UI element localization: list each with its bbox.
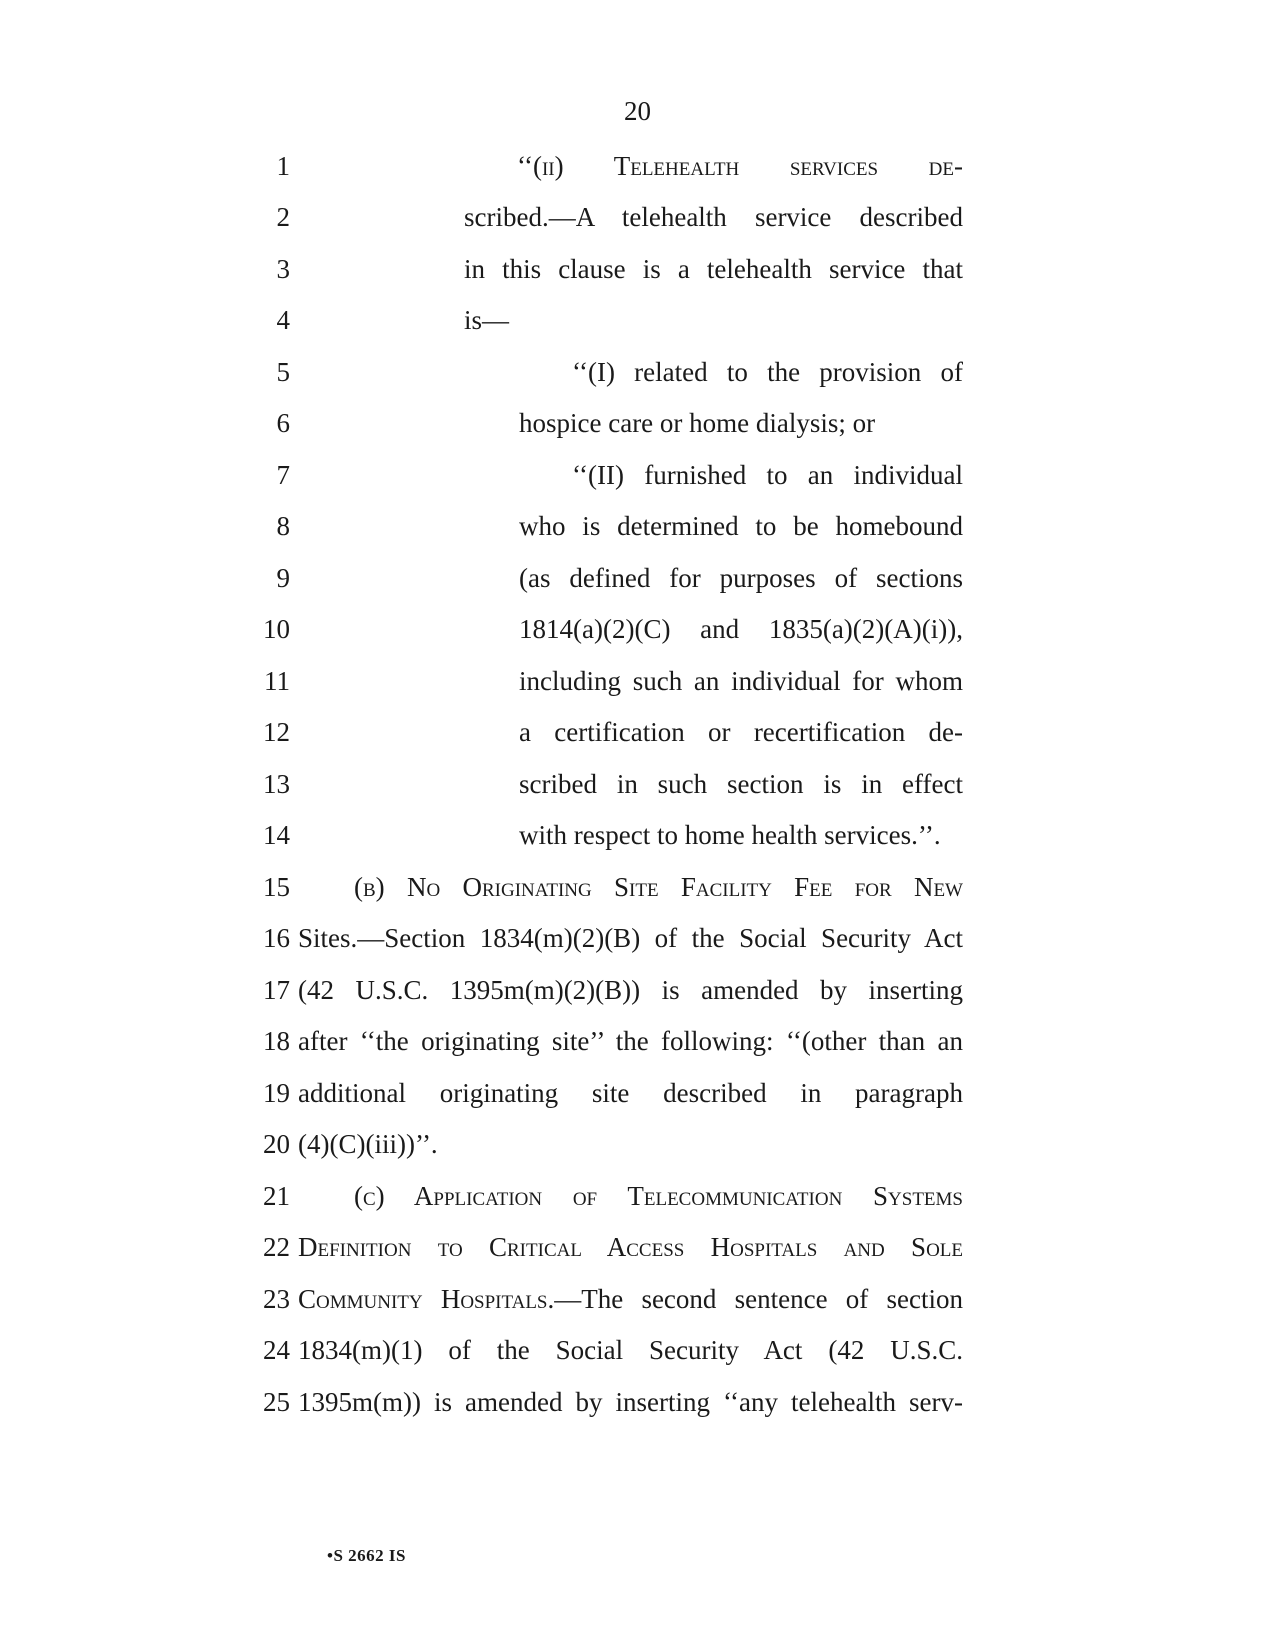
line-text-rest: —The second sentence of section [554,1284,963,1314]
line-number: 18 [263,1026,290,1056]
bill-line [0,294,1275,348]
page-number: 20 [624,96,651,126]
bill-line [0,346,1275,400]
line-number: 15 [263,872,290,902]
line-number: 4 [276,305,290,335]
line-text: (c) Application of Telecommunication Systems [354,1181,963,1211]
line-number: 13 [263,769,290,799]
bill-line [0,758,1275,812]
bill-line [0,706,1275,760]
bill-line [0,912,1275,966]
bill-line [0,809,1275,863]
line-text: (4)(C)(iii))’’. [298,1129,438,1159]
line-number: 1 [276,151,290,181]
bill-line [0,1273,1275,1327]
line-text: 1395m(m)) is amended by inserting ‘‘any telehealth serv- [298,1387,963,1417]
line-text: (42 U.S.C. 1395m(m)(2)(B)) is amended by inserting [298,975,963,1005]
line-text: including such an individual for whom [519,666,963,696]
line-text: ‘‘(ii) Telehealth services de- [517,151,963,181]
line-number: 5 [276,357,290,387]
bill-line [0,500,1275,554]
line-number: 20 [263,1129,290,1159]
line-number: 2 [276,202,290,232]
line-number: 25 [263,1387,290,1417]
line-number: 8 [276,511,290,541]
line-text: Sites.—Section 1834(m)(2)(B) of the Social Security Act [298,923,963,953]
bill-line [0,603,1275,657]
line-text: hospice care or home dialysis; or [519,408,876,438]
line-text: a certification or recertification de- [519,717,963,747]
line-text: in this clause is a telehealth service that [464,254,963,284]
line-text: scribed in such section is in effect [519,769,963,799]
line-number: 24 [263,1335,290,1365]
line-text: (b) No Originating Site Facility Fee for New [354,872,963,902]
line-text: who is determined to be homebound [519,511,963,541]
bill-line [0,1015,1275,1069]
line-number: 12 [263,717,290,747]
bill-line [0,1221,1275,1275]
line-number: 16 [263,923,290,953]
bill-line [0,552,1275,606]
line-text [298,1279,963,1319]
line-text: scribed.—A telehealth service described [464,202,963,232]
line-text: is— [464,305,510,335]
bill-line [0,861,1275,915]
heading-small-caps: Community Hospitals. [298,1284,555,1314]
bill-line [0,243,1275,297]
bill-line [0,1324,1275,1378]
line-text: with respect to home health services.’’. [519,820,941,850]
line-number: 23 [263,1284,290,1314]
line-number: 22 [263,1232,290,1262]
line-text: Definition to Critical Access Hospitals and Sole [298,1232,963,1262]
line-number: 10 [263,614,290,644]
line-number: 21 [263,1181,290,1211]
bill-line [0,140,1275,194]
bill-line [0,655,1275,709]
line-text: 1814(a)(2)(C) and 1835(a)(2)(A)(i)), [519,614,963,644]
line-text: ‘‘(II) furnished to an individual [572,460,963,490]
bill-line [0,1170,1275,1224]
line-number: 7 [276,460,290,490]
line-text: after ‘‘the originating site’’ the following: ‘‘(other than an [298,1026,963,1056]
line-number: 19 [263,1078,290,1108]
bill-line [0,1067,1275,1121]
line-number: 6 [276,408,290,438]
bill-line [0,964,1275,1018]
line-number: 11 [264,666,290,696]
bill-line [0,191,1275,245]
bill-line [0,1118,1275,1172]
bill-line [0,449,1275,503]
line-number: 9 [276,563,290,593]
bill-line [0,1376,1275,1430]
line-number: 3 [276,254,290,284]
line-number: 17 [263,975,290,1005]
line-text: (as defined for purposes of sections [519,563,963,593]
line-text: 1834(m)(1) of the Social Security Act (42 U.S.C. [298,1335,963,1365]
bill-line [0,397,1275,451]
line-number: 14 [263,820,290,850]
bill-footer-id: •S 2662 IS [327,1546,406,1565]
line-text: additional originating site described in paragraph [298,1078,963,1108]
line-text: ‘‘(I) related to the provision of [572,357,963,387]
